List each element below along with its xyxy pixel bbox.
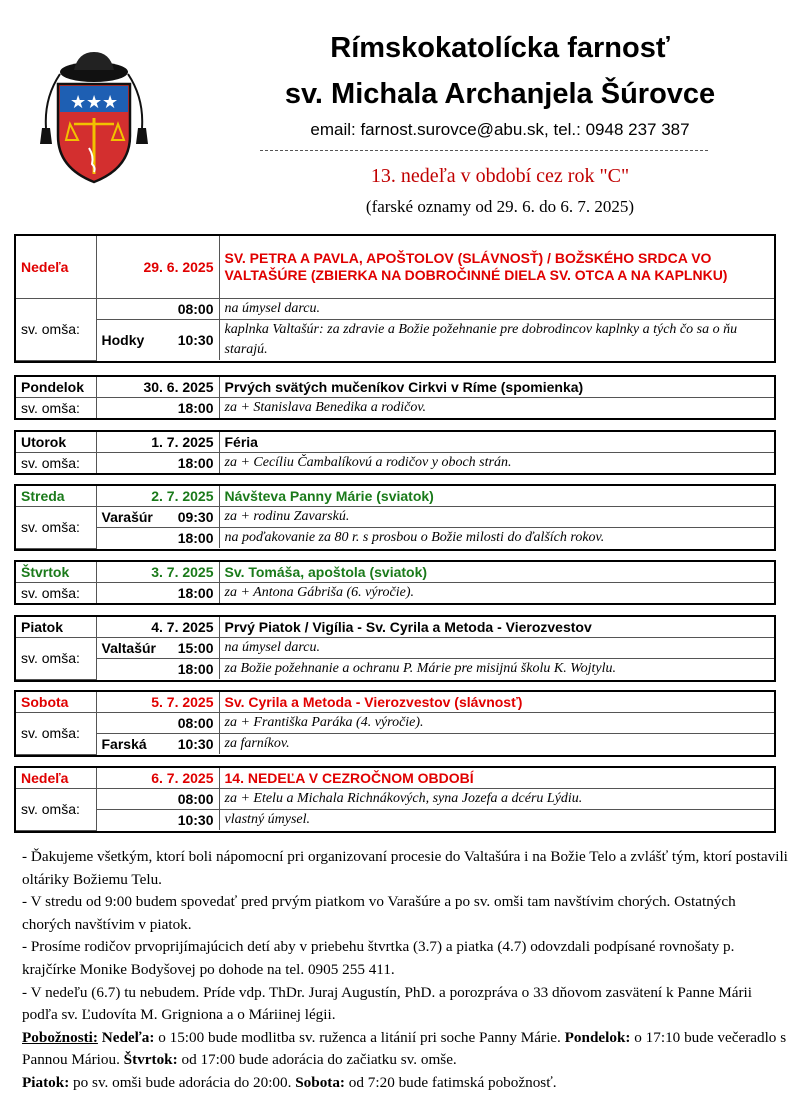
mass-intention: za + Etelu a Michala Richnákových, syna Jozefa a dcéru Lýdiu.	[219, 789, 774, 810]
devotion-text: o 17:10 bude večeradlo s Pannou Máriou.	[22, 1028, 787, 1069]
day-name: Štvrtok	[16, 562, 96, 583]
mass-time: Varašúr 09:30	[96, 507, 219, 528]
date-range: (farské oznamy od 29. 6. do 6. 7. 2025)	[365, 197, 635, 216]
day-block-sunday-29	[14, 234, 776, 363]
devotion-day-label: Sobota:	[295, 1073, 345, 1091]
day-block-wednesday	[14, 484, 776, 551]
mass-time: 18:00	[96, 453, 219, 474]
mass-intention: kaplnka Valtašúr: za zdravie a Božie požehnanie pre dobrodincov kaplnky a tých čo sa o ňu starajú.	[219, 320, 774, 361]
day-date: 5. 7. 2025	[96, 692, 219, 713]
header	[0, 0, 790, 230]
day-date: 3. 7. 2025	[96, 562, 219, 583]
devotion-day-label: Štvrtok:	[123, 1051, 178, 1069]
svg-text:★: ★	[86, 92, 103, 113]
day-block-monday	[14, 375, 776, 420]
feast-title: Prvých svätých mučeníkov Cirkvi v Ríme (spomienka)	[219, 377, 774, 398]
day-date: 6. 7. 2025	[96, 768, 219, 789]
mass-label: sv. omša:	[16, 299, 96, 361]
mass-intention: za + Cecíliu Čambalíkovú a rodičov y oboch strán.	[219, 453, 774, 474]
mass-time: 18:00	[96, 528, 219, 549]
parish-crest-emblem	[34, 48, 156, 188]
devotion-text: od 17:00 bude adorácia do začiatku sv. omše.	[177, 1051, 457, 1069]
parish-name: Rímskokatolícka farnosť	[330, 32, 670, 64]
mass-label: sv. omša:	[16, 789, 96, 831]
announcement-item: - Ďakujeme všetkým, ktorí boli nápomocní pri organizovaní procesie do Valtašúra i na Božie Telo a zvlášť tým, ktorí postavili oltáriky Božiemu Telu.	[22, 848, 788, 888]
svg-text:★: ★	[70, 92, 87, 113]
day-block-sunday-6	[14, 766, 776, 833]
mass-time: 18:00	[96, 583, 219, 604]
mass-intention: na poďakovanie za 80 r. s prosbou o Božie milosti do ďalších rokov.	[219, 528, 774, 549]
day-name: Piatok	[16, 617, 96, 638]
mass-place: Farská	[101, 736, 147, 752]
day-name: Pondelok	[16, 377, 96, 398]
mass-place: Valtašúr	[101, 640, 156, 656]
parish-patron: sv. Michala Archanjela Šúrovce	[284, 78, 716, 110]
day-block-friday	[14, 615, 776, 682]
mass-time: Farská 10:30	[96, 734, 219, 755]
day-name: Nedeľa	[16, 236, 96, 299]
mass-label: sv. omša:	[16, 713, 96, 755]
mass-intention: na úmysel darcu.	[219, 638, 774, 659]
header-divider	[260, 150, 708, 152]
mass-intention: na úmysel darcu.	[219, 299, 774, 320]
devotion-day-label: Piatok:	[22, 1073, 70, 1091]
mass-time: Hodky 10:30	[96, 320, 219, 361]
mass-intention: za farníkov.	[219, 734, 774, 755]
devotion-text: po sv. omši bude adorácia do 20:00.	[69, 1073, 296, 1091]
devotion-day-label: Pondelok:	[564, 1028, 631, 1046]
feast-title: Sv. Cyrila a Metoda - Vierozvestov (slávnosť)	[219, 692, 774, 713]
mass-time: 08:00	[96, 299, 219, 320]
announcements	[22, 846, 788, 1095]
mass-label: sv. omša:	[16, 453, 96, 474]
day-name: Sobota	[16, 692, 96, 713]
devotion-day-label: Nedeľa:	[101, 1028, 155, 1046]
mass-intention: za + Antona Gábriša (6. výročie).	[219, 583, 774, 604]
mass-label: sv. omša:	[16, 583, 96, 604]
contact-line: email: farnost.surovce@abu.sk, tel.: 0948 237 387	[310, 120, 690, 139]
mass-time: 18:00	[96, 398, 219, 419]
mass-label: sv. omša:	[16, 507, 96, 549]
mass-place: Hodky	[101, 332, 145, 348]
announcement-item: - Prosíme rodičov prvoprijímajúcich detí aby v priebehu štvrtka (3.7) a piatka (4.7) odovzdali podpísané rovnošaty p. krajčírke Monike Bodyšovej po dohode na tel. 0905 255 411.	[22, 938, 735, 978]
mass-place: Varašúr	[101, 509, 153, 525]
mass-intention: vlastný úmysel.	[219, 810, 774, 831]
mass-label: sv. omša:	[16, 398, 96, 419]
feast-title: 14. NEDEĽA V CEZROČNOM OBDOBÍ	[219, 768, 774, 789]
day-name: Utorok	[16, 432, 96, 453]
day-date: 2. 7. 2025	[96, 486, 219, 507]
feast-title: Féria	[219, 432, 774, 453]
mass-time: 08:00	[96, 789, 219, 810]
feast-title: Sv. Tomáša, apoštola (sviatok)	[219, 562, 774, 583]
feast-title: Návšteva Panny Márie (sviatok)	[219, 486, 774, 507]
mass-time: 10:30	[96, 810, 219, 831]
mass-time: 08:00	[96, 713, 219, 734]
mass-intention: za + Františka Paráka (4. výročie).	[219, 713, 774, 734]
feast-title: SV. PETRA A PAVLA, APOŠTOLOV (SLÁVNOSŤ) / BOŽSKÉHO SRDCA VO VALTAŠÚRE (ZBIERKA NA DOBROČINNÉ DIELA SV. OTCA A NA KAPLNKU)	[219, 236, 774, 299]
mass-intention: za + Stanislava Benedika a rodičov.	[219, 398, 774, 419]
day-block-tuesday	[14, 430, 776, 475]
sunday-title: 13. nedeľa v období cez rok "C"	[370, 165, 630, 187]
devotion-text: o 15:00 bude modlitba sv. ruženca a litánií pri soche Panny Márie.	[154, 1028, 565, 1046]
announcement-item: - V stredu od 9:00 budem spovedať pred prvým piatkom vo Varašúre a po sv. omši tam navštívim chorých. Ostatných chorých navštívim v piatok.	[22, 893, 736, 933]
day-block-thursday	[14, 560, 776, 605]
mass-label: sv. omša:	[16, 638, 96, 680]
day-date: 30. 6. 2025	[96, 377, 219, 398]
mass-intention: za + rodinu Zavarskú.	[219, 507, 774, 528]
devotion-text: od 7:20 bude fatimská pobožnosť.	[345, 1073, 557, 1091]
day-date: 4. 7. 2025	[96, 617, 219, 638]
devotions	[22, 1027, 788, 1095]
day-name: Streda	[16, 486, 96, 507]
devotions-label: Pobožnosti:	[22, 1028, 98, 1046]
day-block-saturday	[14, 690, 776, 757]
day-name: Nedeľa	[16, 768, 96, 789]
day-date: 1. 7. 2025	[96, 432, 219, 453]
mass-intention: za Božie požehnanie a ochranu P. Márie pre misijnú školu K. Wojtylu.	[219, 659, 774, 680]
day-date: 29. 6. 2025	[96, 236, 219, 299]
announcement-item: - V nedeľu (6.7) tu nebudem. Príde vdp. ThDr. Juraj Augustín, PhD. a porozpráva o 33 dňovom zasvätení k Panne Márii podľa sv. Ľudovíta M. Grigniona a o Máriinej légii.	[22, 983, 752, 1024]
svg-text:★: ★	[102, 92, 119, 113]
feast-title: Prvý Piatok / Vigília - Sv. Cyrila a Metoda - Vierozvestov	[219, 617, 774, 638]
mass-time: Valtašúr 15:00	[96, 638, 219, 659]
mass-time: 18:00	[96, 659, 219, 680]
